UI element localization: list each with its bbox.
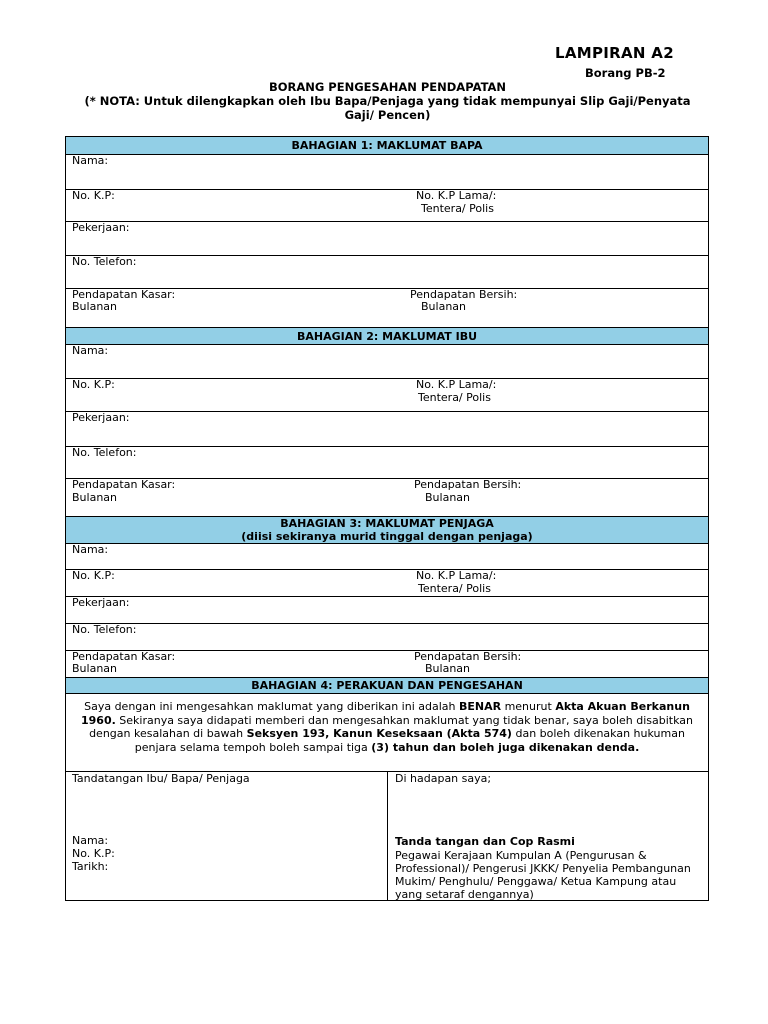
label-pekerjaan: Pekerjaan: bbox=[72, 596, 130, 609]
label-bulanan: Bulanan bbox=[72, 491, 117, 504]
section-2-title: BAHAGIAN 2: MAKLUMAT IBU bbox=[296, 329, 478, 343]
form-title: BORANG PENGESAHAN PENDAPATAN bbox=[268, 80, 507, 94]
borang-code: Borang PB-2 bbox=[585, 66, 666, 80]
label-pendapatan-kasar: Pendapatan Kasar: bbox=[72, 650, 176, 663]
witness-description: Pegawai Kerajaan Kumpulan A (Pengurusan & Professional)/ Pengerusi JKKK/ Penyelia Pembangunan Mukim/ Penghulu/ Penggawa/ Ketua Kampung atau yang setaraf dengannya) bbox=[395, 849, 691, 901]
declaration-hukuman: (3) tahun dan boleh juga dikenakan denda. bbox=[371, 740, 640, 754]
label-no-kp: No. K.P: bbox=[72, 189, 115, 202]
label-bulanan: Bulanan bbox=[425, 662, 470, 675]
mother-phone-row[interactable] bbox=[66, 447, 708, 479]
label-bulanan: Bulanan bbox=[421, 300, 466, 313]
label-bulanan: Bulanan bbox=[72, 662, 117, 675]
father-job-row[interactable] bbox=[66, 222, 708, 256]
declaration-benar: BENAR bbox=[458, 700, 502, 713]
form-note: (* NOTA: Untuk dilengkapkan oleh Ibu Bapa/Penjaga yang tidak mempunyai Slip Gaji/Penyata Gaji/ Pencen) bbox=[84, 94, 691, 122]
lampiran-label: LAMPIRAN A2 bbox=[555, 44, 674, 62]
label-pendapatan-bersih: Pendapatan Bersih: bbox=[410, 288, 518, 301]
label-tentera-polis: Tentera/ Polis bbox=[418, 391, 491, 404]
father-name-row[interactable] bbox=[66, 155, 708, 190]
section-4-header bbox=[66, 678, 708, 694]
label-nama: Nama: bbox=[72, 344, 109, 357]
label-no-kp-lama: No. K.P Lama/: bbox=[416, 569, 497, 582]
guardian-income-row[interactable] bbox=[66, 651, 708, 678]
label-no-telefon: No. Telefon: bbox=[72, 623, 137, 636]
witness-title: Di hadapan saya; bbox=[395, 772, 492, 785]
mother-job-row[interactable] bbox=[66, 412, 708, 447]
label-pendapatan-bersih: Pendapatan Bersih: bbox=[414, 650, 522, 663]
section-1-title: BAHAGIAN 1: MAKLUMAT BAPA bbox=[291, 139, 483, 152]
label-bulanan: Bulanan bbox=[425, 491, 470, 504]
father-income-row[interactable] bbox=[66, 289, 708, 328]
label-no-kp-lama: No. K.P Lama/: bbox=[416, 189, 497, 202]
signatory-kp: No. K.P: bbox=[72, 847, 115, 860]
label-pekerjaan: Pekerjaan: bbox=[72, 411, 130, 424]
signatory-nama: Nama: bbox=[72, 834, 109, 847]
label-no-kp: No. K.P: bbox=[72, 378, 115, 391]
section-3-subtitle: (diisi sekiranya murid tinggal dengan penjaga) bbox=[241, 530, 533, 543]
label-pekerjaan: Pekerjaan: bbox=[72, 221, 130, 234]
income-form bbox=[65, 136, 709, 901]
guardian-phone-row[interactable] bbox=[66, 624, 708, 651]
signatory-tarikh: Tarikh: bbox=[72, 860, 109, 873]
label-no-telefon: No. Telefon: bbox=[72, 446, 137, 459]
label-no-kp-lama: No. K.P Lama/: bbox=[416, 378, 497, 391]
label-pendapatan-kasar: Pendapatan Kasar: bbox=[72, 478, 176, 491]
label-bulanan: Bulanan bbox=[72, 300, 117, 313]
signatory-title: Tandatangan Ibu/ Bapa/ Penjaga bbox=[72, 772, 250, 785]
mother-name-row[interactable] bbox=[66, 345, 708, 379]
label-no-kp: No. K.P: bbox=[72, 569, 115, 582]
declaration-text: Saya dengan ini mengesahkan maklumat yang diberikan ini adalah BENAR menurut Akta Akuan Berkanun 1960. Sekiranya saya didapati memberi dan mengesahkan maklumat yang tidak benar, saya boleh disabitkan dengan kesalahan di bawah Seksyen 193, Kanun Keseksaan (Akta 574) dan boleh dikenakan hukuman penjara selama tempoh boleh sampai tiga (3) tahun dan boleh juga dikenakan denda. bbox=[66, 694, 708, 772]
label-pendapatan-kasar: Pendapatan Kasar: bbox=[72, 288, 176, 301]
declaration-akta-akuan: Akta Akuan Berkanun 1960. bbox=[80, 700, 690, 727]
mother-income-row[interactable] bbox=[66, 479, 708, 517]
declaration-seksyen: Seksyen 193, Kanun Keseksaan (Akta 574) bbox=[246, 727, 512, 740]
section-1-header bbox=[66, 137, 708, 155]
mother-ic-row[interactable] bbox=[66, 379, 708, 412]
guardian-name-row[interactable] bbox=[66, 544, 708, 570]
section-2-header bbox=[66, 328, 708, 345]
father-ic-row[interactable] bbox=[66, 190, 708, 222]
label-nama: Nama: bbox=[72, 154, 109, 167]
signatory-box[interactable] bbox=[66, 772, 388, 900]
form-titles bbox=[80, 80, 695, 122]
label-no-telefon: No. Telefon: bbox=[72, 255, 137, 268]
label-nama: Nama: bbox=[72, 543, 109, 556]
witness-box[interactable] bbox=[388, 772, 708, 900]
label-tentera-polis: Tentera/ Polis bbox=[421, 202, 494, 215]
guardian-ic-row[interactable] bbox=[66, 570, 708, 597]
signature-block bbox=[66, 772, 708, 900]
section-3-title: BAHAGIAN 3: MAKLUMAT PENJAGA bbox=[280, 517, 494, 530]
guardian-job-row[interactable] bbox=[66, 597, 708, 624]
witness-stamp-label: Tanda tangan dan Cop Rasmi bbox=[395, 835, 575, 848]
father-phone-row[interactable] bbox=[66, 256, 708, 289]
section-3-header bbox=[66, 517, 708, 544]
label-tentera-polis: Tentera/ Polis bbox=[418, 582, 491, 595]
section-4-title: BAHAGIAN 4: PERAKUAN DAN PENGESAHAN bbox=[251, 679, 523, 692]
label-pendapatan-bersih: Pendapatan Bersih: bbox=[414, 478, 522, 491]
